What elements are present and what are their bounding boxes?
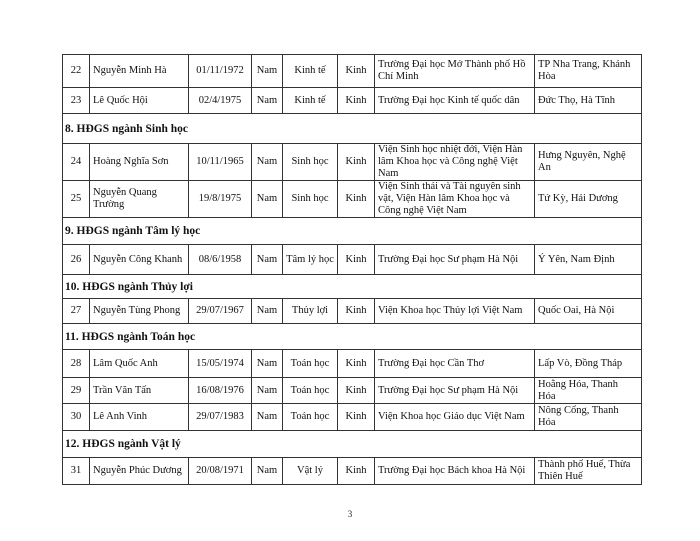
hometown-cell: Lấp Vò, Đồng Tháp xyxy=(535,350,642,378)
section-title: 11. HĐGS ngành Toán học xyxy=(63,324,642,350)
member-name-cell: Hoàng Nghĩa Sơn xyxy=(90,144,189,181)
hometown-cell: Thành phố Huế, Thừa Thiên Huế xyxy=(535,458,642,485)
council-members-table xyxy=(62,54,642,485)
gender-cell: Nam xyxy=(252,299,283,324)
field-cell: Toán học xyxy=(283,378,338,404)
row-number-cell: 28 xyxy=(63,350,90,378)
birth-date-cell: 20/08/1971 xyxy=(189,458,252,485)
birth-date-cell: 29/07/1967 xyxy=(189,299,252,324)
ethnicity-cell: Kinh xyxy=(338,350,375,378)
member-name-cell: Nguyễn Công Khanh xyxy=(90,245,189,275)
table-body xyxy=(63,55,642,485)
gender-cell: Nam xyxy=(252,181,283,218)
row-number-cell: 26 xyxy=(63,245,90,275)
section-header-row xyxy=(63,218,642,245)
member-name-cell: Lê Anh Vinh xyxy=(90,404,189,431)
field-cell: Toán học xyxy=(283,350,338,378)
table-row xyxy=(63,299,642,324)
birth-date-cell: 10/11/1965 xyxy=(189,144,252,181)
ethnicity-cell: Kinh xyxy=(338,378,375,404)
row-number-cell: 27 xyxy=(63,299,90,324)
organization-cell: Viện Khoa học Thủy lợi Việt Nam xyxy=(375,299,535,324)
birth-date-cell: 08/6/1958 xyxy=(189,245,252,275)
field-cell: Kinh tế xyxy=(283,55,338,88)
row-number-cell: 25 xyxy=(63,181,90,218)
table-row xyxy=(63,144,642,181)
gender-cell: Nam xyxy=(252,378,283,404)
gender-cell: Nam xyxy=(252,144,283,181)
field-cell: Toán học xyxy=(283,404,338,431)
organization-cell: Trường Đại học Kinh tế quốc dân xyxy=(375,88,535,114)
ethnicity-cell: Kinh xyxy=(338,181,375,218)
birth-date-cell: 16/08/1976 xyxy=(189,378,252,404)
field-cell: Sinh học xyxy=(283,181,338,218)
ethnicity-cell: Kinh xyxy=(338,88,375,114)
ethnicity-cell: Kinh xyxy=(338,404,375,431)
section-title: 9. HĐGS ngành Tâm lý học xyxy=(63,218,642,245)
gender-cell: Nam xyxy=(252,55,283,88)
birth-date-cell: 15/05/1974 xyxy=(189,350,252,378)
field-cell: Thủy lợi xyxy=(283,299,338,324)
table-row xyxy=(63,378,642,404)
gender-cell: Nam xyxy=(252,245,283,275)
ethnicity-cell: Kinh xyxy=(338,55,375,88)
table-row xyxy=(63,350,642,378)
page-number: 3 xyxy=(347,509,353,519)
table-row xyxy=(63,245,642,275)
field-cell: Tâm lý học xyxy=(283,245,338,275)
ethnicity-cell: Kinh xyxy=(338,458,375,485)
row-number-cell: 23 xyxy=(63,88,90,114)
organization-cell: Trường Đại học Sư phạm Hà Nội xyxy=(375,245,535,275)
table-row xyxy=(63,88,642,114)
ethnicity-cell: Kinh xyxy=(338,144,375,181)
hometown-cell: Đức Thọ, Hà Tĩnh xyxy=(535,88,642,114)
section-header-row xyxy=(63,275,642,299)
row-number-cell: 31 xyxy=(63,458,90,485)
table-row xyxy=(63,181,642,218)
organization-cell: Viện Sinh học nhiệt đới, Viện Hàn lâm Khoa học và Công nghệ Việt Nam xyxy=(375,144,535,181)
ethnicity-cell: Kinh xyxy=(338,245,375,275)
member-name-cell: Nguyễn Quang Trường xyxy=(90,181,189,218)
gender-cell: Nam xyxy=(252,404,283,431)
table-row xyxy=(63,404,642,431)
field-cell: Kinh tế xyxy=(283,88,338,114)
organization-cell: Viện Sinh thái và Tài nguyên sinh vật, Viện Hàn lâm Khoa học và Công nghệ Việt Nam xyxy=(375,181,535,218)
field-cell: Sinh học xyxy=(283,144,338,181)
hometown-cell: TP Nha Trang, Khánh Hòa xyxy=(535,55,642,88)
member-name-cell: Lâm Quốc Anh xyxy=(90,350,189,378)
organization-cell: Trường Đại học Cần Thơ xyxy=(375,350,535,378)
row-number-cell: 30 xyxy=(63,404,90,431)
table-row xyxy=(63,458,642,485)
member-name-cell: Nguyễn Minh Hà xyxy=(90,55,189,88)
gender-cell: Nam xyxy=(252,458,283,485)
hometown-cell: Quốc Oai, Hà Nội xyxy=(535,299,642,324)
member-name-cell: Nguyễn Tùng Phong xyxy=(90,299,189,324)
table-row xyxy=(63,55,642,88)
birth-date-cell: 29/07/1983 xyxy=(189,404,252,431)
section-title: 12. HĐGS ngành Vật lý xyxy=(63,431,642,458)
organization-cell: Viện Khoa học Giáo dục Việt Nam xyxy=(375,404,535,431)
ethnicity-cell: Kinh xyxy=(338,299,375,324)
hometown-cell: Tứ Kỳ, Hải Dương xyxy=(535,181,642,218)
hometown-cell: Nông Cống, Thanh Hóa xyxy=(535,404,642,431)
section-title: 10. HĐGS ngành Thủy lợi xyxy=(63,275,642,299)
gender-cell: Nam xyxy=(252,350,283,378)
member-name-cell: Nguyễn Phúc Dương xyxy=(90,458,189,485)
member-name-cell: Trần Văn Tấn xyxy=(90,378,189,404)
section-header-row xyxy=(63,324,642,350)
hometown-cell: Hoằng Hóa, Thanh Hóa xyxy=(535,378,642,404)
birth-date-cell: 02/4/1975 xyxy=(189,88,252,114)
organization-cell: Trường Đại học Sư phạm Hà Nội xyxy=(375,378,535,404)
section-title: 8. HĐGS ngành Sinh học xyxy=(63,114,642,144)
gender-cell: Nam xyxy=(252,88,283,114)
organization-cell: Trường Đại học Bách khoa Hà Nội xyxy=(375,458,535,485)
birth-date-cell: 19/8/1975 xyxy=(189,181,252,218)
section-header-row xyxy=(63,114,642,144)
section-header-row xyxy=(63,431,642,458)
row-number-cell: 24 xyxy=(63,144,90,181)
member-name-cell: Lê Quốc Hội xyxy=(90,88,189,114)
field-cell: Vật lý xyxy=(283,458,338,485)
birth-date-cell: 01/11/1972 xyxy=(189,55,252,88)
hometown-cell: Ý Yên, Nam Định xyxy=(535,245,642,275)
row-number-cell: 29 xyxy=(63,378,90,404)
row-number-cell: 22 xyxy=(63,55,90,88)
organization-cell: Trường Đại học Mở Thành phố Hồ Chí Minh xyxy=(375,55,535,88)
hometown-cell: Hưng Nguyên, Nghệ An xyxy=(535,144,642,181)
